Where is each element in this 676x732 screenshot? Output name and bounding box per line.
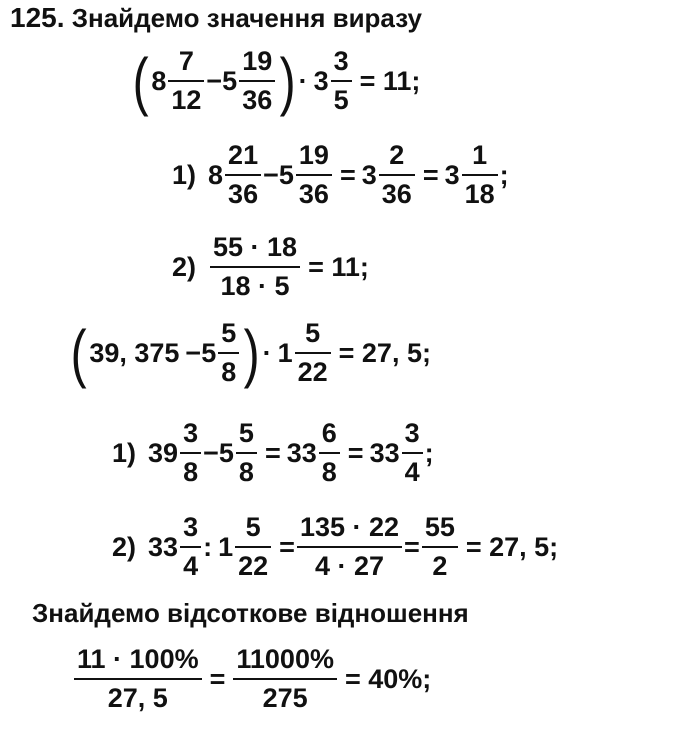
numerator: 3	[183, 418, 199, 448]
equals-sign: =	[347, 437, 364, 468]
denominator: 12	[171, 85, 202, 115]
denominator: 36	[298, 179, 329, 209]
close-paren: )	[243, 317, 260, 389]
minus-sign: −	[206, 65, 223, 96]
denominator: 36	[381, 179, 412, 209]
denominator: 275	[262, 683, 308, 713]
fraction-bar	[225, 174, 261, 176]
expression-result: = 40%;	[344, 663, 432, 694]
equals-sign: =	[404, 531, 420, 562]
fraction	[168, 48, 204, 114]
percent-expression	[72, 646, 431, 712]
fraction	[218, 320, 239, 386]
fraction-bar	[218, 352, 239, 354]
fraction	[297, 514, 402, 580]
fraction-bar	[168, 80, 204, 82]
numerator: 21	[228, 140, 259, 170]
denominator: 36	[228, 179, 259, 209]
numerator: 1	[472, 140, 488, 170]
step-label: 1)	[172, 159, 197, 190]
mixed-whole: 33	[148, 531, 179, 562]
mixed-whole: 3	[444, 159, 460, 190]
denominator: 8	[321, 457, 337, 487]
step-label: 2)	[112, 531, 137, 562]
mixed-whole: 3	[361, 159, 377, 190]
fraction-bar	[74, 678, 202, 680]
decimal-number: 39, 375	[89, 337, 180, 368]
equals-sign: =	[264, 437, 281, 468]
mixed-whole: 33	[369, 437, 400, 468]
numerator: 5	[305, 318, 321, 348]
fraction	[236, 420, 257, 486]
mixed-whole: 5	[218, 437, 234, 468]
denominator: 8	[238, 457, 254, 487]
fraction	[235, 514, 271, 580]
numerator: 55 · 18	[213, 232, 298, 262]
fraction	[462, 142, 498, 208]
semicolon: ;	[424, 437, 434, 468]
step-label: 1)	[112, 437, 137, 468]
denominator: 4 · 27	[314, 551, 385, 581]
numerator: 19	[298, 140, 329, 170]
minus-sign: −	[203, 437, 219, 468]
times-sign: ·	[298, 65, 308, 96]
step-label: 2)	[172, 251, 197, 282]
fraction	[233, 646, 337, 712]
times-sign: ·	[262, 337, 272, 368]
fraction	[180, 514, 201, 580]
fraction-bar	[319, 452, 340, 454]
fraction-bar	[402, 452, 423, 454]
fraction	[379, 142, 415, 208]
division-sign: :	[203, 531, 213, 562]
mixed-whole: 8	[208, 159, 224, 190]
fraction	[319, 420, 340, 486]
numerator: 3	[183, 512, 199, 542]
equals-sign: =	[279, 531, 295, 562]
equals-sign: =	[209, 663, 226, 694]
close-paren: )	[279, 45, 296, 117]
numerator: 6	[321, 418, 337, 448]
mixed-whole: 5	[222, 65, 238, 96]
denominator: 18 · 5	[220, 271, 290, 301]
fraction	[239, 48, 275, 114]
expression-1-step-2	[172, 234, 369, 300]
denominator: 18	[464, 179, 495, 209]
fraction	[295, 320, 331, 386]
fraction-bar	[180, 452, 201, 454]
fraction-bar	[295, 352, 331, 354]
numerator: 3	[404, 418, 420, 448]
expression-result: = 27, 5;	[465, 531, 559, 562]
numerator: 55	[424, 512, 455, 542]
problem-number: 125.	[10, 2, 65, 33]
numerator: 11000%	[236, 644, 334, 674]
fraction	[180, 420, 201, 486]
mixed-whole: 5	[278, 159, 294, 190]
numerator: 5	[245, 512, 261, 542]
mixed-whole: 1	[218, 531, 234, 562]
denominator: 27, 5	[107, 683, 168, 713]
expression-1-step-1	[172, 142, 509, 208]
numerator: 5	[238, 418, 254, 448]
denominator: 8	[221, 357, 237, 387]
fraction-bar	[379, 174, 415, 176]
denominator: 36	[242, 85, 273, 115]
expression-2-step-2	[112, 514, 558, 580]
denominator: 22	[297, 357, 328, 387]
fraction-bar	[235, 546, 271, 548]
numerator: 11 · 100%	[77, 644, 199, 674]
mixed-whole: 1	[277, 337, 293, 368]
fraction	[402, 420, 423, 486]
fraction-bar	[180, 546, 201, 548]
semicolon: ;	[499, 159, 509, 190]
equals-sign: =	[422, 159, 439, 190]
numerator: 19	[242, 46, 273, 76]
numerator: 7	[178, 46, 194, 76]
fraction-bar	[210, 266, 300, 268]
numerator: 3	[333, 46, 349, 76]
mixed-whole: 39	[148, 437, 179, 468]
expression-1	[130, 45, 421, 117]
mixed-whole: 33	[286, 437, 317, 468]
mixed-whole: 8	[151, 65, 167, 96]
fraction	[296, 142, 332, 208]
denominator: 4	[404, 457, 420, 487]
percent-intro: Знайдемо відсоткове відношення	[32, 598, 469, 628]
fraction	[422, 514, 458, 580]
expression-result: = 11;	[308, 251, 369, 282]
minus-sign: −	[185, 337, 202, 368]
denominator: 8	[183, 457, 199, 487]
open-paren: (	[70, 317, 87, 389]
expression-2	[68, 317, 431, 389]
fraction	[225, 142, 261, 208]
fraction-bar	[236, 452, 257, 454]
expression-result: = 27, 5;	[338, 337, 431, 368]
fraction-bar	[462, 174, 498, 176]
denominator: 4	[183, 551, 199, 581]
numerator: 135 · 22	[299, 512, 400, 542]
numerator: 2	[389, 140, 405, 170]
open-paren: (	[132, 45, 149, 117]
fraction-bar	[239, 80, 275, 82]
denominator: 22	[238, 551, 269, 581]
fraction-bar	[297, 546, 402, 548]
expression-2-step-1	[112, 420, 434, 486]
numerator: 5	[221, 318, 237, 348]
fraction-bar	[296, 174, 332, 176]
problem-heading	[10, 2, 422, 34]
problem-intro: Знайдемо значення виразу	[71, 3, 422, 33]
fraction	[331, 48, 352, 114]
mixed-whole: 5	[201, 337, 217, 368]
denominator: 2	[432, 551, 448, 581]
fraction	[74, 646, 202, 712]
mixed-whole: 3	[313, 65, 329, 96]
minus-sign: −	[263, 159, 279, 190]
equals-sign: =	[339, 159, 356, 190]
denominator: 5	[333, 85, 349, 115]
fraction-bar	[422, 546, 458, 548]
expression-result: = 11;	[359, 65, 421, 96]
fraction-bar	[331, 80, 352, 82]
fraction	[210, 234, 300, 300]
fraction-bar	[233, 678, 337, 680]
